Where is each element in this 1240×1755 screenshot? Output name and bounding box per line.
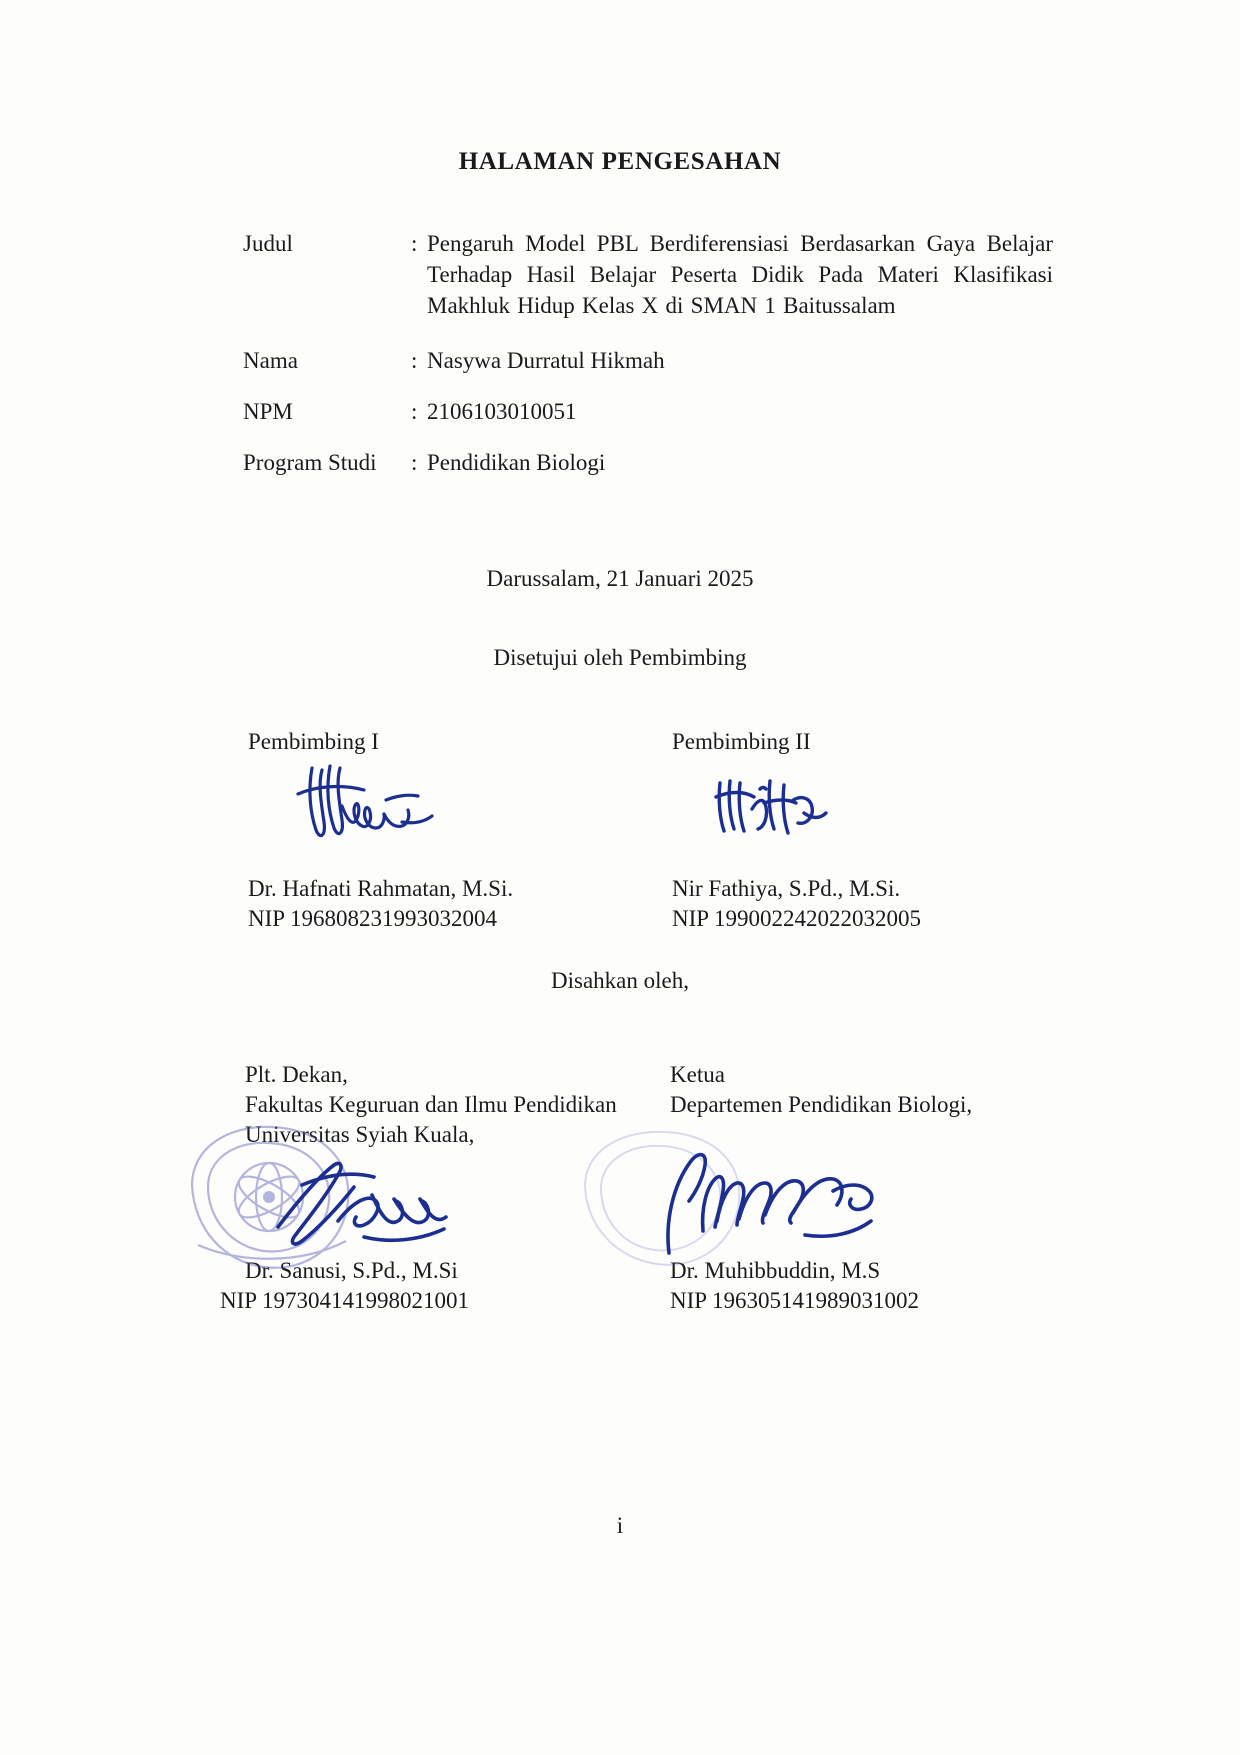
official-dean-signature-icon <box>268 1155 458 1265</box>
ratified-by-label: Disahkan oleh, <box>551 968 689 993</box>
meta-label-program-studi: Program Studi <box>243 450 377 475</box>
official-head-signature-icon <box>655 1135 885 1265</box>
meta-row-npm <box>243 396 1053 427</box>
meta-label-nama: Nama <box>243 348 298 373</box>
supervisor-1-heading: Pembimbing I <box>248 729 379 754</box>
official-head-heading <box>670 1060 972 1120</box>
meta-colon-program-studi: : <box>411 450 418 475</box>
meta-row-judul <box>243 228 1053 321</box>
meta-label-npm: NPM <box>243 399 293 424</box>
official-dean-name: Dr. Sanusi, S.Pd., M.Si <box>245 1258 458 1283</box>
meta-value-judul: Pengaruh Model PBL Berdiferensiasi Berdasarkan Gaya Belajar Terhadap Hasil Belajar Peserta Didik Pada Materi Klasifikasi Makhluk Hidup Kelas X di SMAN 1 Baitussalam <box>427 231 1053 318</box>
meta-colon-judul: : <box>411 231 418 256</box>
official-dean-block <box>220 1060 617 1313</box>
supervisor-1-block <box>248 727 514 931</box>
supervisor-1-nip: NIP 196808231993032004 <box>248 906 497 931</box>
supervisor-1-signature-icon <box>290 760 440 850</box>
official-head-heading-line-2: Departemen Pendidikan Biologi, <box>670 1092 973 1117</box>
supervisor-2-signature-icon <box>712 775 832 845</box>
supervisor-1-name: Dr. Hafnati Rahmatan, M.Si. <box>248 876 514 901</box>
page-title: HALAMAN PENGESAHAN <box>458 148 782 175</box>
official-head-nip: NIP 196305141989031002 <box>670 1288 919 1313</box>
metadata-block <box>243 228 1053 496</box>
meta-value-nama: Nasywa Durratul Hikmah <box>427 348 665 373</box>
meta-colon-npm: : <box>411 399 418 424</box>
official-head-name: Dr. Muhibbuddin, M.S <box>670 1258 881 1283</box>
meta-row-nama <box>243 345 1053 376</box>
official-dean-heading-line-2: Fakultas Keguruan dan Ilmu Pendidikan <box>245 1092 617 1117</box>
meta-row-program-studi <box>243 447 1053 478</box>
meta-colon-nama: : <box>411 348 418 373</box>
official-head-heading-line-1: Ketua <box>670 1062 725 1087</box>
official-head-block <box>670 1060 973 1313</box>
official-dean-heading-line-3: Universitas Syiah Kuala, <box>245 1122 475 1147</box>
supervisor-2-heading: Pembimbing II <box>672 729 811 754</box>
meta-label-judul: Judul <box>243 231 293 256</box>
page-number: i <box>616 1513 624 1538</box>
supervisor-2-name: Nir Fathiya, S.Pd., M.Si. <box>672 876 901 901</box>
approved-by-label: Disetujui oleh Pembimbing <box>493 645 747 670</box>
supervisor-2-nip: NIP 199002242022032005 <box>672 906 921 931</box>
supervisor-2-block <box>672 727 921 931</box>
official-dean-heading <box>245 1060 617 1150</box>
place-and-date: Darussalam, 21 Januari 2025 <box>486 566 754 591</box>
official-dean-nip: NIP 197304141998021001 <box>220 1288 469 1313</box>
meta-value-program-studi: Pendidikan Biologi <box>427 450 606 475</box>
meta-value-npm: 2106103010051 <box>427 399 577 424</box>
official-dean-heading-line-1: Plt. Dekan, <box>245 1062 348 1087</box>
